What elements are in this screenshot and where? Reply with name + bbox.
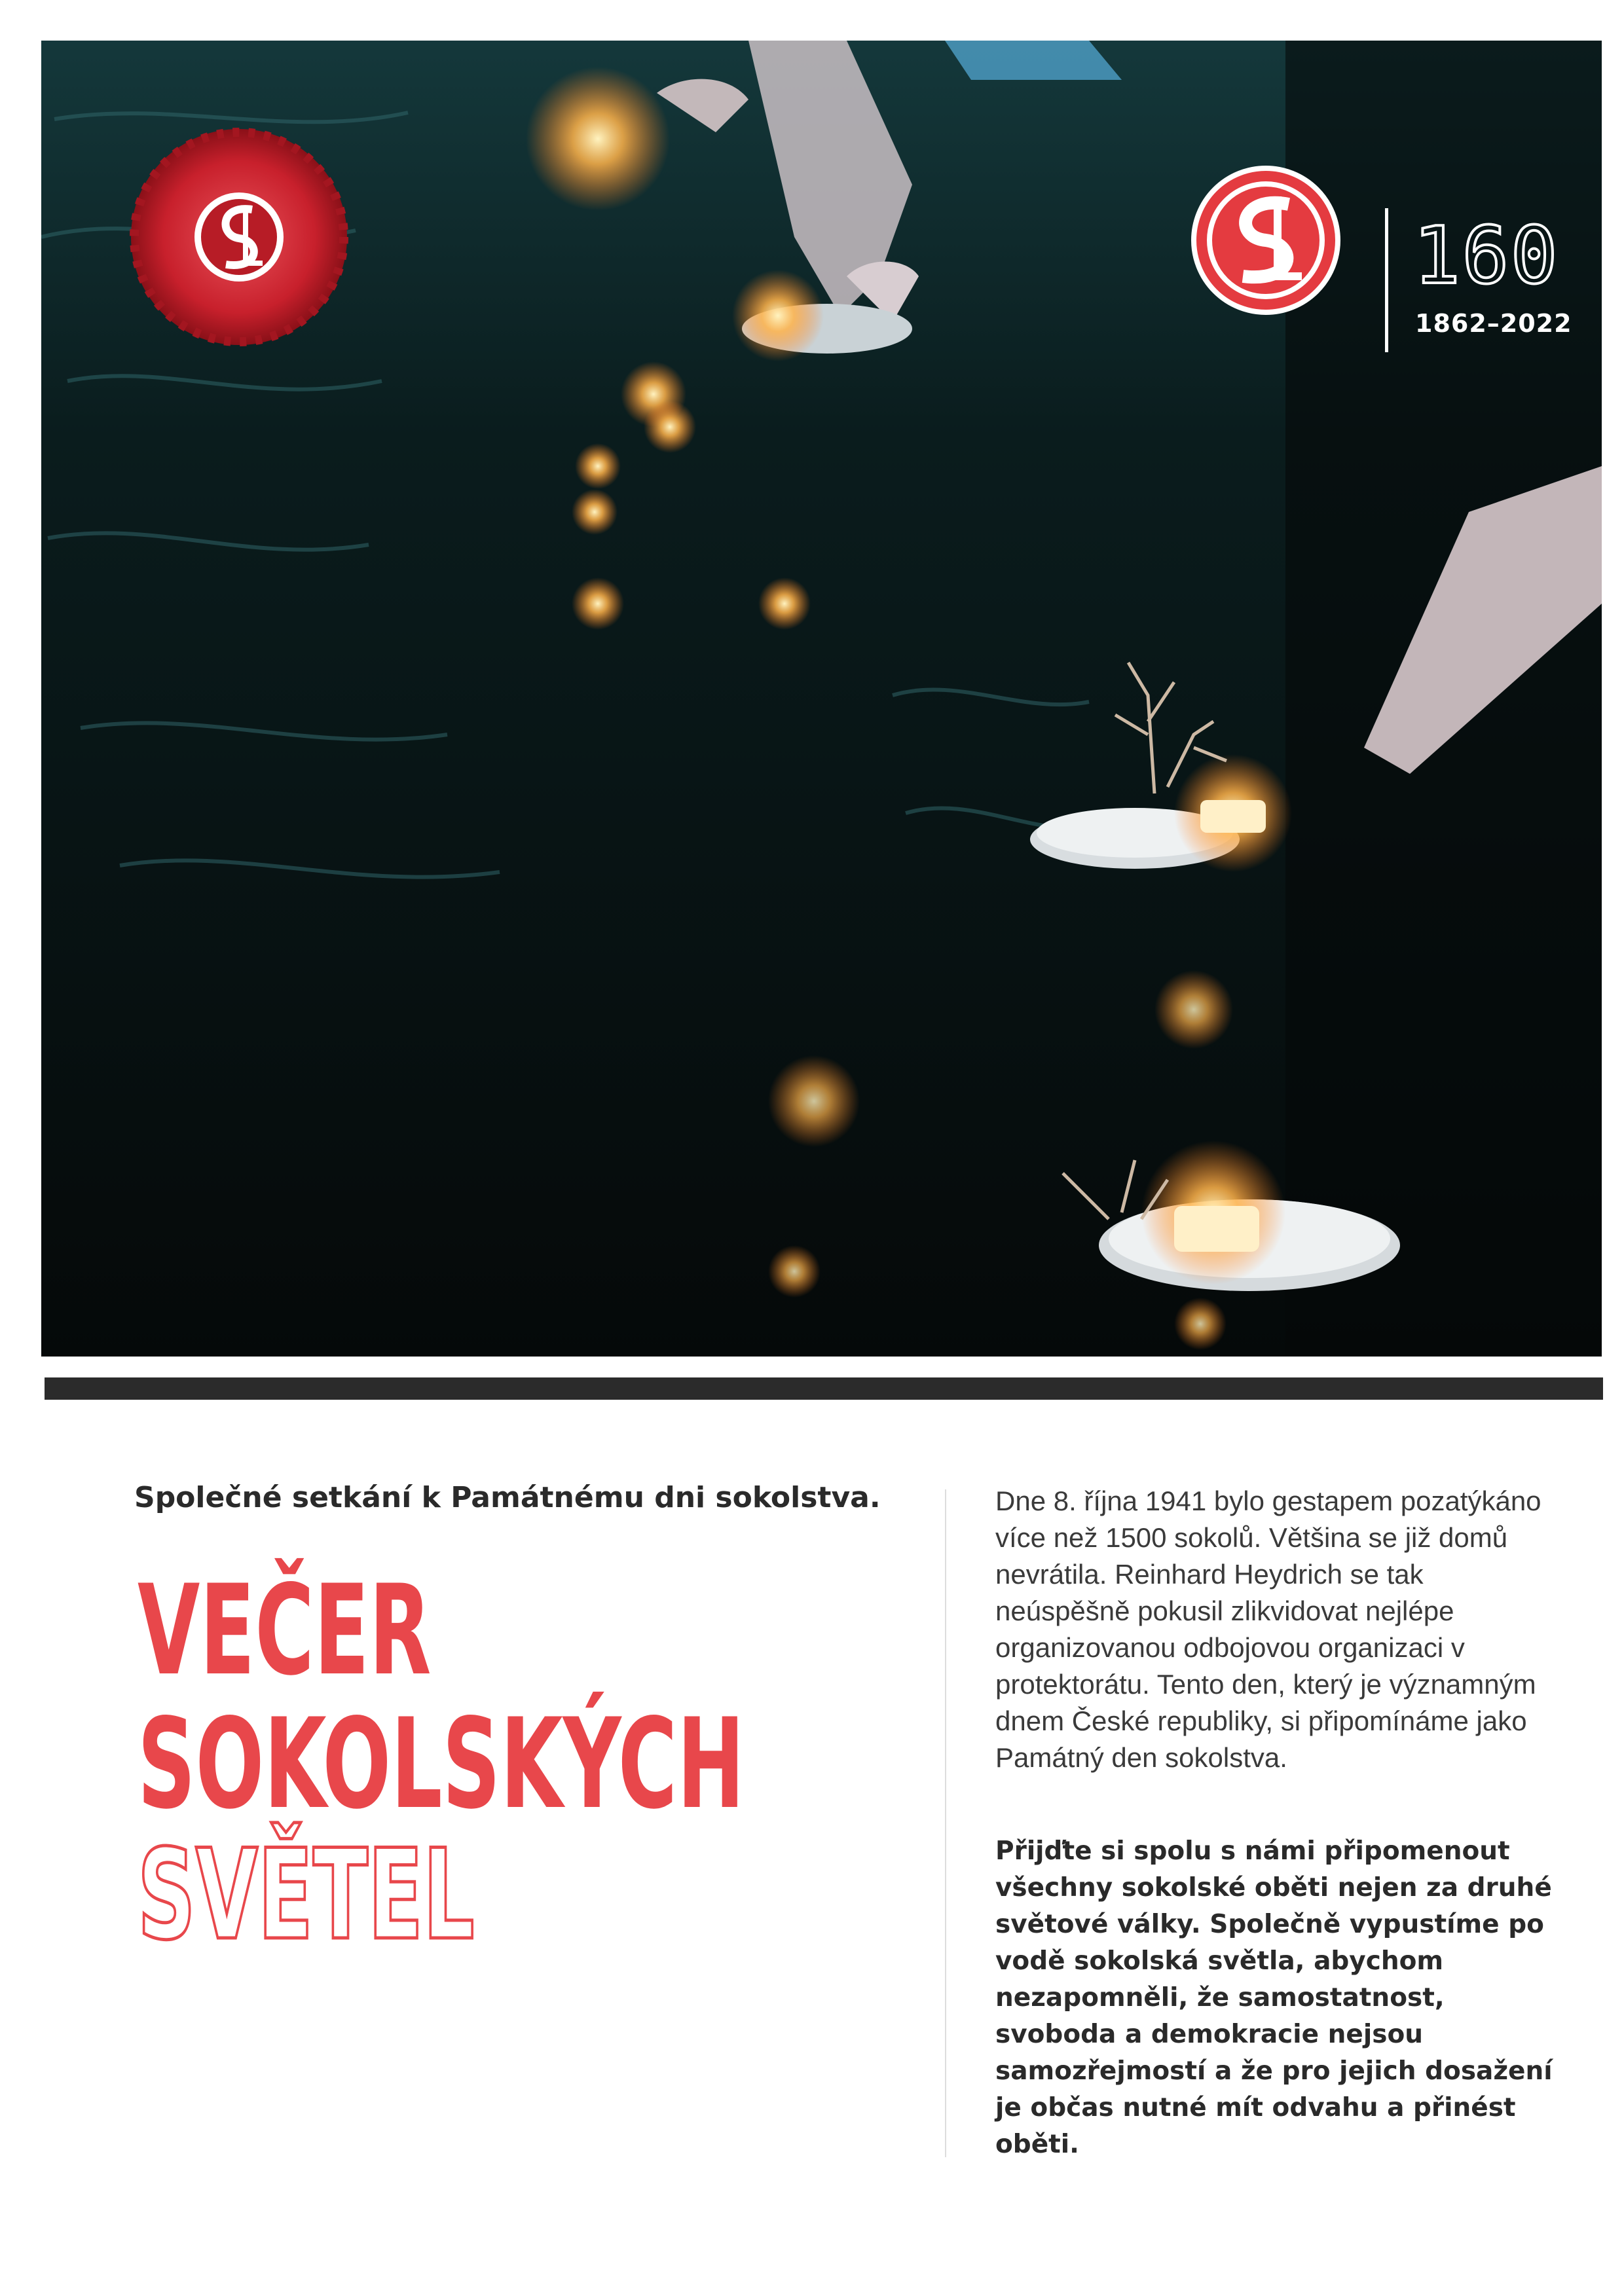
hero-photo [41,41,1602,1357]
divider-bar [45,1377,1603,1400]
anniversary-number: 160 [1413,211,1559,302]
column-divider [945,1489,946,2157]
sokol-rosette-badge-icon [131,129,347,345]
history-paragraph: Dne 8. října 1941 bylo gestapem pozatýkáno více než 1500 sokolů. Většina se již domů nevrátila. Reinhard Heydrich se tak neúspěšně pokusil zlikvidovat nejlépe organizovanou odbojovou organizaci v protektorátu. Tento den, který je významným dnem České republiky, si připomínáme jako Památný den sokolstva. [995,1485,1541,1773]
anniversary-years: 1862–2022 [1415,309,1572,338]
logo-divider [1385,208,1388,352]
invitation-paragraph: Přijďte si spolu s námi připomenout všechny sokolské oběti nejen za druhé světové války. Společně vypustíme po vodě sokolská světla, abychom nezapomněli, že samostatnost, svoboda a demokracie nejsou samozřejmostí a že pro jejich dosažení je občas nutné mít odvahu a přinést oběti. [995,1836,1553,2159]
event-subtitle: Společné setkání k Památnému dni sokolstva. [134,1481,881,1514]
candles-on-water-photo-icon [41,41,1602,1357]
sokol-logo-icon [1194,168,1338,312]
title-line-sokolskych: SOKOLSKÝCH [138,1692,745,1836]
title-line-svetel: SVĚTEL [138,1823,475,1967]
title-line-vecer: VEČER [138,1558,432,1703]
